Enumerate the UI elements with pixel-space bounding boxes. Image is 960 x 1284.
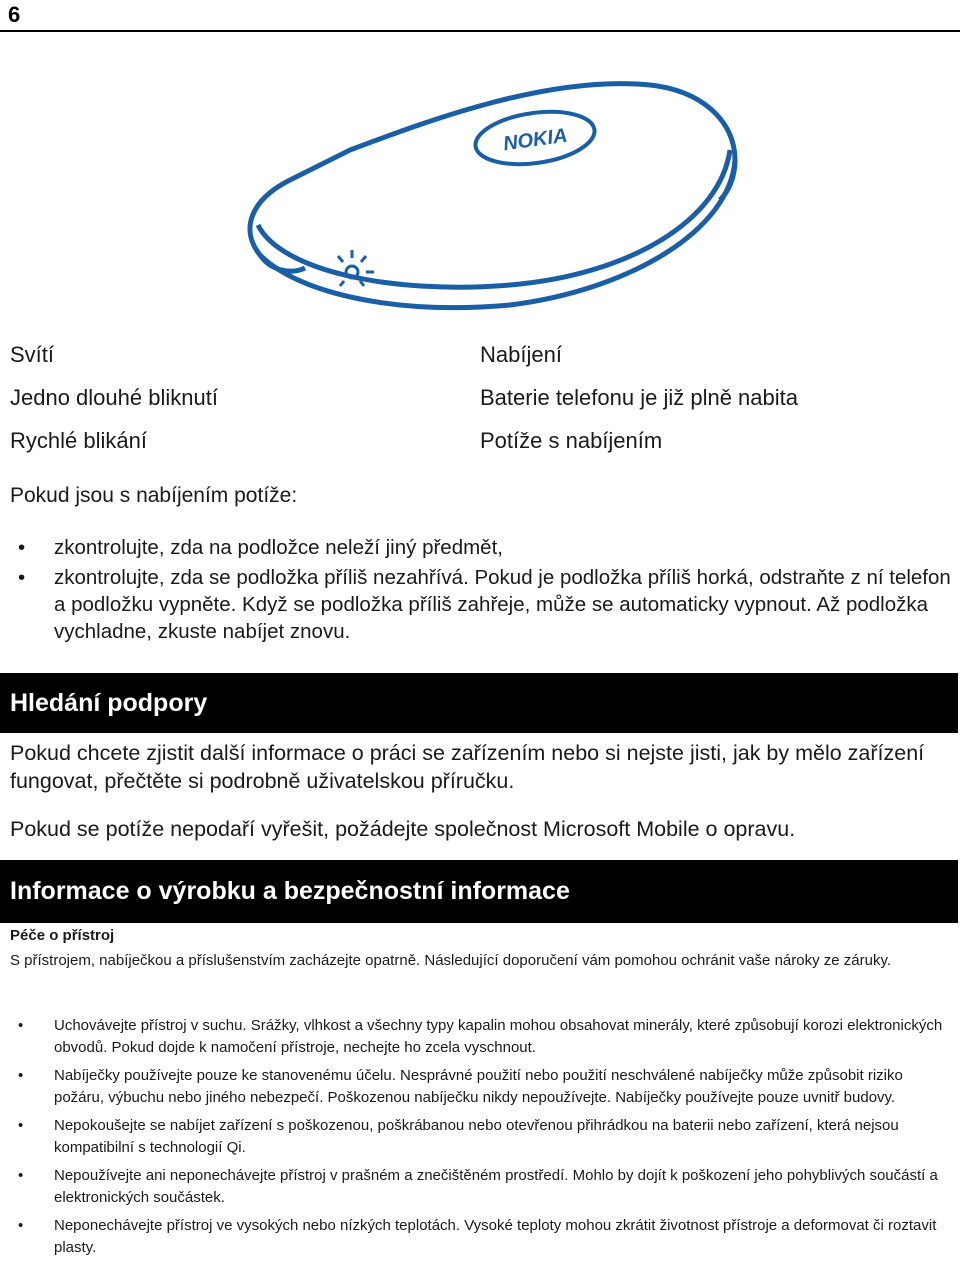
nokia-logo: NOKIA bbox=[501, 124, 569, 156]
list-item: • zkontrolujte, zda na podložce neleží jiný předmět, bbox=[10, 534, 955, 561]
care-list bbox=[10, 1015, 950, 1265]
status-light-3: Rychlé blikání bbox=[10, 428, 147, 453]
charging-pad-illustration bbox=[230, 80, 750, 320]
section-heading-product-info: Informace o výrobku a bezpečnostní informace bbox=[0, 860, 958, 923]
status-light-1: Svítí bbox=[10, 342, 55, 367]
list-item: • Neponechávejte přístroj ve vysokých nebo nízkých teplotách. Vysoké teploty mohou zkrátit životnost přístroje a deformovat či roztavit plasty. bbox=[10, 1215, 950, 1259]
care-heading: Péče o přístroj bbox=[10, 927, 115, 944]
list-item: • Nepoužívejte ani neponechávejte přístroj v prašném a znečištěném prostředí. Mohlo by dojít k poškození jeho pohyblivých součástí a elektronických součástek. bbox=[10, 1165, 950, 1209]
pad-side bbox=[258, 150, 730, 287]
pad-outline bbox=[250, 84, 735, 308]
status-light-2: Jedno dlouhé bliknutí bbox=[10, 385, 218, 410]
page-number: 6 bbox=[8, 2, 21, 27]
list-item: • Nepokoušejte se nabíjet zařízení s poškozenou, poškrábanou nebo otevřenou přihrádkou na baterii nebo zařízení, která nejsou kompatibilní s technologií Qi. bbox=[10, 1115, 950, 1159]
top-divider bbox=[0, 30, 960, 32]
status-meaning-3: Potíže s nabíjením bbox=[480, 428, 663, 453]
care-intro: S přístrojem, nabíječkou a příslušenstvím zacházejte opatrně. Následující doporučení vám pomohou ochránit vaše nároky ze záruky. bbox=[10, 952, 892, 969]
troubleshoot-list bbox=[10, 534, 955, 648]
troubleshoot-intro: Pokud jsou s nabíjením potíže: bbox=[10, 484, 298, 507]
status-meaning-2: Baterie telefonu je již plně nabita bbox=[480, 385, 798, 410]
section-heading-support: Hledání podpory bbox=[0, 673, 958, 733]
list-item: • zkontrolujte, zda se podložka příliš nezahřívá. Pokud je podložka příliš horká, odstraňte z ní telefon a podložku vypněte. Když se podložka příliš zahřeje, může se automaticky vypnout. Až podložka vychladne, zkuste nabíjet znovu. bbox=[10, 564, 955, 645]
support-paragraph-2: Pokud se potíže nepodaří vyřešit, požádejte společnost Microsoft Mobile o opravu. bbox=[10, 817, 796, 841]
support-paragraph-1: Pokud chcete zjistit další informace o práci se zařízením nebo si nejste jisti, jak by mělo zařízení fungovat, přečtěte si podrobně uživatelskou příručku. bbox=[10, 741, 925, 793]
list-item: • Uchovávejte přístroj v suchu. Srážky, vlhkost a všechny typy kapalin mohou obsahovat minerály, které způsobují korozi elektronických obvodů. Pokud dojde k namočení přístroje, nechejte ho zcela vyschnout. bbox=[10, 1015, 950, 1059]
status-meaning-1: Nabíjení bbox=[480, 342, 562, 367]
list-item: • Nabíječky používejte pouze ke stanovenému účelu. Nesprávné použití nebo použití neschválené nabíječky může způsobit riziko požáru, výbuchu nebo jiného nebezpečí. Poškozenou nabíječku nikdy nepoužívejte. Nabíječky používejte pouze uvnitř budovy. bbox=[10, 1065, 950, 1109]
